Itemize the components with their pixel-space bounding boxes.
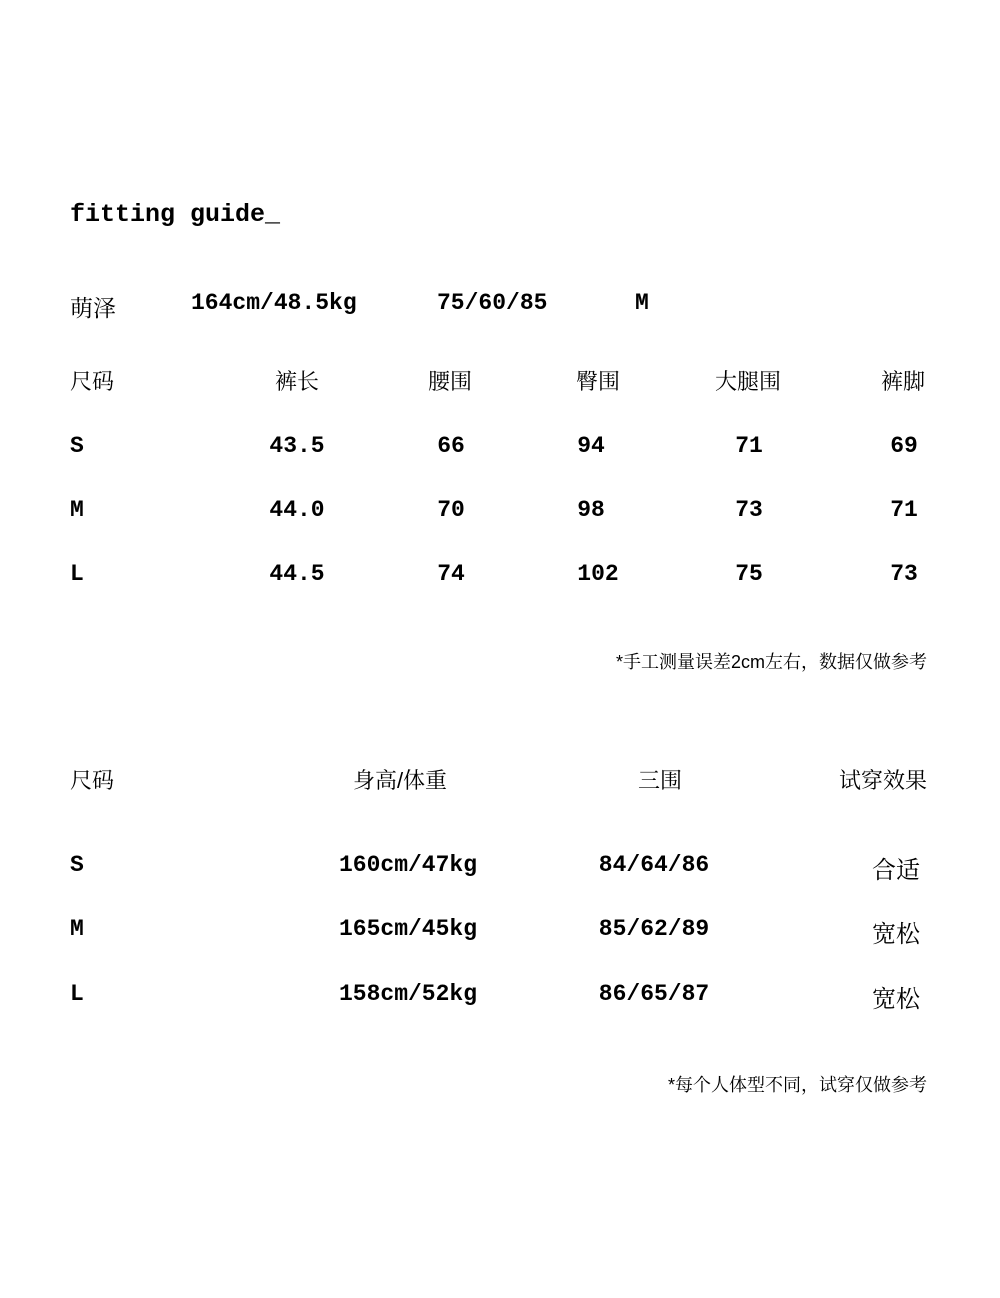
size-table-header-waist: 腰围 — [427, 369, 473, 394]
fit-row-s-height-weight: 160cm/47kg — [338, 852, 478, 878]
fit-table-header-measurements: 三围 — [637, 768, 683, 793]
size-table-header-length: 裤长 — [274, 369, 320, 394]
size-row-l-size: L — [70, 561, 84, 587]
size-table-header-hip: 臀围 — [575, 369, 621, 394]
size-row-m-thigh: 73 — [735, 497, 763, 523]
guide-title: fitting guide_ — [70, 200, 281, 229]
model-name: 萌泽 — [70, 295, 116, 321]
model-measurements: 75/60/85 — [437, 290, 548, 316]
fit-table-header-height-weight: 身高/体重 — [352, 768, 448, 793]
size-row-m-waist: 70 — [437, 497, 465, 523]
size-row-s-length: 43.5 — [269, 433, 325, 459]
size-row-s-size: S — [70, 433, 84, 459]
size-row-s-hem: 69 — [890, 433, 918, 459]
fit-row-m-height-weight: 165cm/45kg — [338, 916, 478, 942]
fit-row-l-size: L — [70, 981, 84, 1007]
fit-table-note: *每个人体型不同，试穿仅做参考 — [667, 1075, 927, 1095]
size-table-header-hem: 裤脚 — [880, 369, 926, 394]
size-row-l-thigh: 75 — [735, 561, 763, 587]
fit-row-m-measurements: 85/62/89 — [598, 916, 710, 942]
model-size: M — [635, 290, 649, 316]
size-row-s-waist: 66 — [437, 433, 465, 459]
size-row-l-length: 44.5 — [269, 561, 325, 587]
fit-row-m-result: 宽松 — [872, 921, 920, 948]
fit-row-l-measurements: 86/65/87 — [598, 981, 710, 1007]
fit-row-l-result: 宽松 — [872, 986, 920, 1013]
size-row-m-length: 44.0 — [269, 497, 325, 523]
size-row-l-hip: 102 — [577, 561, 619, 587]
fit-row-s-measurements: 84/64/86 — [598, 852, 710, 878]
size-row-m-size: M — [70, 497, 84, 523]
size-row-l-waist: 74 — [437, 561, 465, 587]
size-table-note: *手工测量误差2cm左右，数据仅做参考 — [615, 652, 927, 672]
size-row-m-hip: 98 — [577, 497, 605, 523]
size-table-header-size: 尺码 — [70, 369, 115, 394]
fit-row-s-size: S — [70, 852, 84, 878]
size-row-l-hem: 73 — [890, 561, 918, 587]
size-row-s-thigh: 71 — [735, 433, 763, 459]
fit-row-s-result: 合适 — [872, 857, 920, 884]
size-row-s-hip: 94 — [577, 433, 605, 459]
fit-table-header-size: 尺码 — [70, 768, 115, 793]
size-row-m-hem: 71 — [890, 497, 918, 523]
fit-table-header-result: 试穿效果 — [838, 768, 927, 793]
fit-row-m-size: M — [70, 916, 84, 942]
size-table-header-thigh: 大腿围 — [714, 369, 782, 394]
fit-row-l-height-weight: 158cm/52kg — [338, 981, 478, 1007]
model-height-weight: 164cm/48.5kg — [191, 290, 357, 316]
